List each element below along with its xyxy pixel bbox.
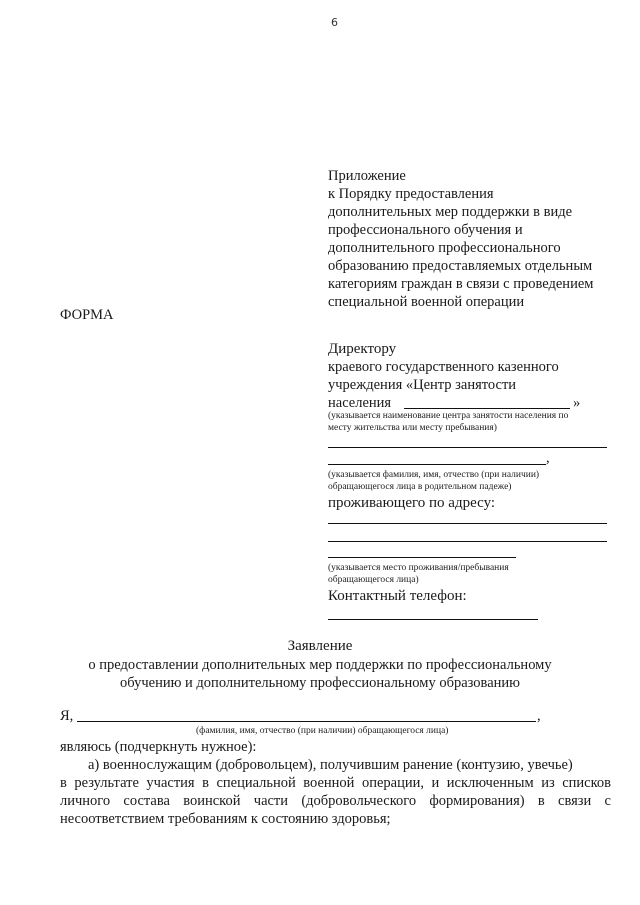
statement-title: Заявление	[287, 638, 353, 654]
center-name-field[interactable]	[404, 408, 570, 409]
appendix-line: профессионального обучения и	[328, 222, 523, 238]
hint-address: (указывается место проживания/пребывания	[328, 563, 509, 573]
appendix-line: к Порядку предоставления	[328, 186, 494, 202]
applicant-name-field[interactable]	[77, 721, 536, 722]
phone-label: Контактный телефон:	[328, 588, 467, 604]
address-field-1[interactable]	[328, 523, 607, 524]
hint-name: (указывается фамилия, имя, отчество (при наличии)	[328, 470, 540, 480]
i-label: Я,	[60, 708, 74, 724]
appendix-line: Приложение	[328, 168, 406, 184]
statement-subtitle: о предоставлении дополнительных мер поддержки по профессиональному	[88, 657, 552, 673]
paragraph-a-line: а) военнослужащим (добровольцем), получившим ранение (контузию, увечье)	[88, 757, 573, 773]
statement-subtitle: обучению и дополнительному профессиональному образованию	[120, 675, 520, 691]
hint-center: (указывается наименование центра занятости населения по	[328, 411, 569, 421]
appendix-line: специальной военной операции	[328, 294, 525, 310]
hint-address: обращающегося лица)	[328, 575, 419, 585]
hint-center: месту жительства или месту пребывания)	[328, 423, 497, 433]
residing-label: проживающего по адресу:	[328, 495, 496, 511]
addressee-line: краевого государственного казенного	[328, 359, 559, 375]
addressee-line: учреждения «Центр занятости	[328, 377, 517, 393]
address-field-2[interactable]	[328, 541, 607, 542]
paragraph-a-line: в результате участия в специальной военной операции, и исключенным из списков	[60, 775, 611, 791]
closing-quote: »	[573, 395, 581, 411]
name-field-2[interactable]	[328, 464, 546, 465]
appendix-line: образованию предоставляемых отдельным	[328, 258, 593, 274]
appendix-line: дополнительных мер поддержки в виде	[328, 204, 573, 220]
paragraph-a-line: личного состава воинской части (добровольческого формирования) в связи с	[60, 793, 611, 809]
i-comma: ,	[537, 708, 541, 724]
underline-prompt: являюсь (подчеркнуть нужное):	[60, 739, 257, 755]
addressee-line: населения	[328, 395, 392, 411]
appendix-line: категориям граждан в связи с проведением	[328, 276, 594, 292]
form-label: ФОРМА	[60, 307, 114, 323]
appendix-line: дополнительного профессионального	[328, 240, 561, 256]
addressee-title: Директору	[328, 341, 397, 357]
page-number: 6	[331, 16, 338, 29]
comma: ,	[546, 450, 550, 466]
paragraph-a-line: несоответствием требованиям к состоянию здоровья;	[60, 811, 391, 827]
name-field-1[interactable]	[328, 447, 607, 448]
hint-applicant: (фамилия, имя, отчество (при наличии) обращающегося лица)	[196, 726, 449, 736]
phone-field[interactable]	[328, 619, 538, 620]
hint-name: обращающегося лица в родительном падеже)	[328, 482, 512, 492]
address-field-3[interactable]	[328, 557, 516, 558]
